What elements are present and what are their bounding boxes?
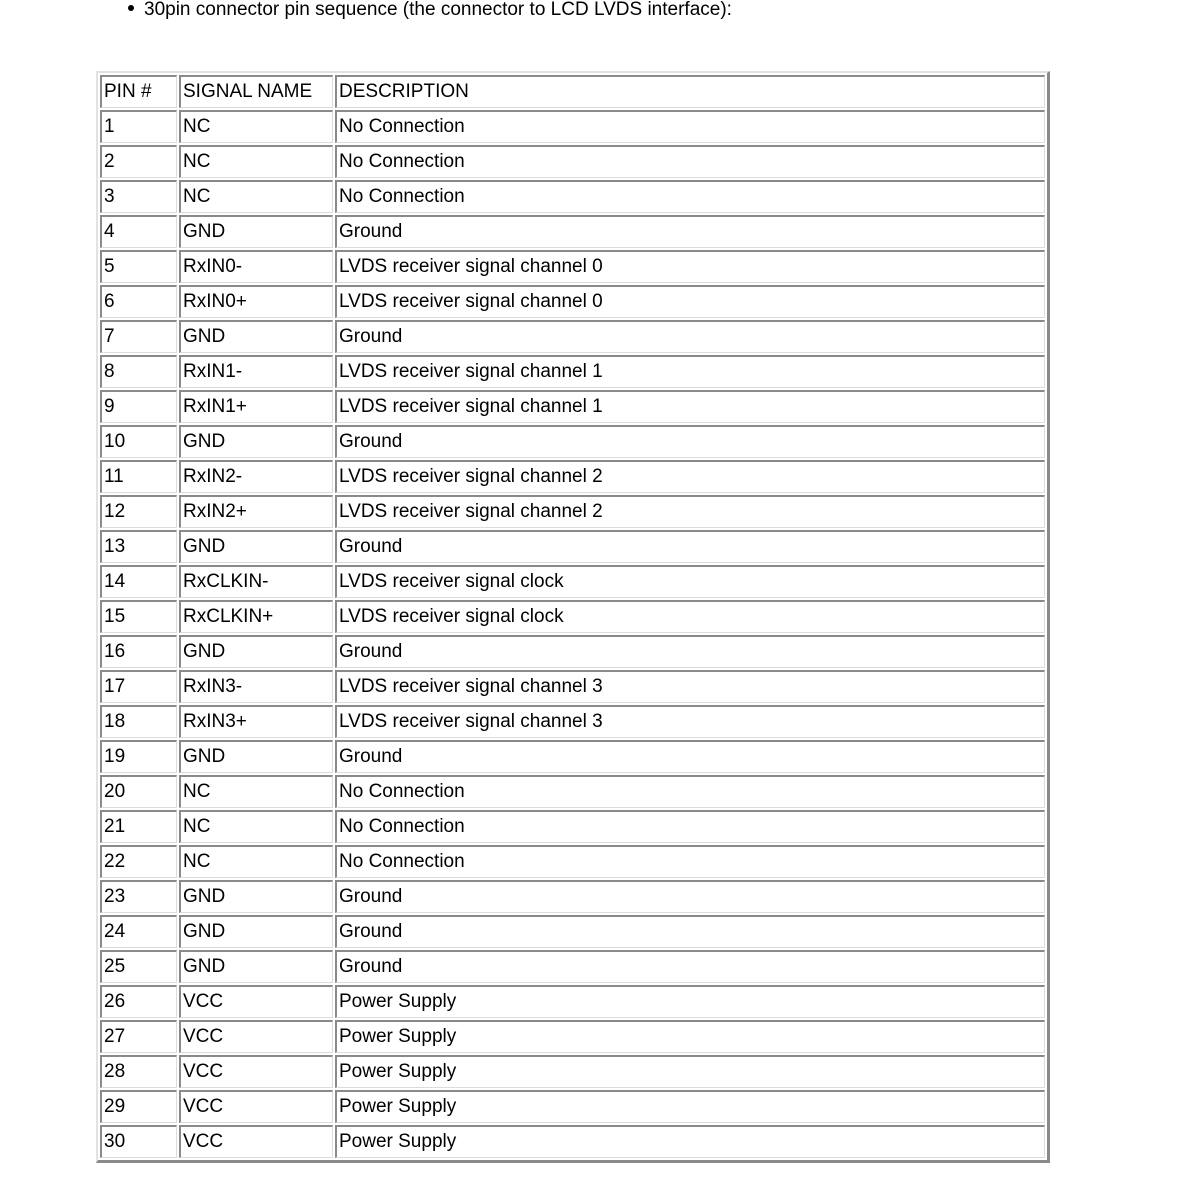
signal-name-cell: RxIN3-: [179, 670, 333, 703]
table-row: [100, 460, 1045, 493]
signal-name-cell: NC: [179, 845, 333, 878]
signal-name-cell: GND: [179, 425, 333, 458]
pin-number-cell: 1: [100, 110, 177, 143]
description-cell: LVDS receiver signal channel 3: [335, 705, 1045, 738]
signal-name-cell: NC: [179, 810, 333, 843]
table-row: [100, 355, 1045, 388]
description-cell: Power Supply: [335, 1125, 1045, 1158]
table-row: [100, 950, 1045, 983]
pin-number-cell: 21: [100, 810, 177, 843]
table-row: [100, 1090, 1045, 1123]
table-row: [100, 985, 1045, 1018]
description-cell: LVDS receiver signal channel 2: [335, 495, 1045, 528]
description-cell: LVDS receiver signal clock: [335, 600, 1045, 633]
signal-name-cell: RxCLKIN+: [179, 600, 333, 633]
pin-number-cell: 22: [100, 845, 177, 878]
signal-name-cell: RxIN0+: [179, 285, 333, 318]
description-cell: LVDS receiver signal channel 3: [335, 670, 1045, 703]
header-description: DESCRIPTION: [335, 75, 1045, 108]
signal-name-cell: VCC: [179, 1090, 333, 1123]
signal-name-cell: VCC: [179, 1055, 333, 1088]
description-cell: LVDS receiver signal channel 1: [335, 390, 1045, 423]
pin-number-cell: 16: [100, 635, 177, 668]
signal-name-cell: RxIN1+: [179, 390, 333, 423]
pin-number-cell: 2: [100, 145, 177, 178]
table-row: [100, 110, 1045, 143]
table-row: [100, 600, 1045, 633]
intro-bullet: [128, 0, 732, 22]
description-cell: No Connection: [335, 810, 1045, 843]
table-row: [100, 705, 1045, 738]
description-cell: Ground: [335, 740, 1045, 773]
pin-number-cell: 9: [100, 390, 177, 423]
table-row: [100, 775, 1045, 808]
signal-name-cell: GND: [179, 740, 333, 773]
table-row: [100, 635, 1045, 668]
signal-name-cell: RxIN2+: [179, 495, 333, 528]
description-cell: Power Supply: [335, 1020, 1045, 1053]
pin-number-cell: 20: [100, 775, 177, 808]
pin-number-cell: 25: [100, 950, 177, 983]
signal-name-cell: GND: [179, 320, 333, 353]
description-cell: No Connection: [335, 180, 1045, 213]
description-cell: Ground: [335, 915, 1045, 948]
bullet-icon: [128, 5, 134, 11]
signal-name-cell: VCC: [179, 1020, 333, 1053]
description-cell: Ground: [335, 425, 1045, 458]
signal-name-cell: RxIN0-: [179, 250, 333, 283]
table-row: [100, 215, 1045, 248]
pin-number-cell: 4: [100, 215, 177, 248]
signal-name-cell: GND: [179, 880, 333, 913]
pin-number-cell: 13: [100, 530, 177, 563]
table-row: [100, 1020, 1045, 1053]
pin-number-cell: 8: [100, 355, 177, 388]
description-cell: Ground: [335, 635, 1045, 668]
table-row: [100, 180, 1045, 213]
pin-number-cell: 24: [100, 915, 177, 948]
pin-number-cell: 10: [100, 425, 177, 458]
table-row: [100, 1125, 1045, 1158]
description-cell: LVDS receiver signal channel 0: [335, 285, 1045, 318]
table-row: [100, 740, 1045, 773]
table-row: [100, 320, 1045, 353]
signal-name-cell: NC: [179, 775, 333, 808]
table-row: [100, 250, 1045, 283]
pin-number-cell: 18: [100, 705, 177, 738]
table-row: [100, 880, 1045, 913]
pin-number-cell: 26: [100, 985, 177, 1018]
table-row: [100, 915, 1045, 948]
signal-name-cell: GND: [179, 215, 333, 248]
description-cell: No Connection: [335, 110, 1045, 143]
signal-name-cell: NC: [179, 145, 333, 178]
intro-text: 30pin connector pin sequence (the connector to LCD LVDS interface):: [144, 0, 732, 20]
description-cell: LVDS receiver signal channel 1: [335, 355, 1045, 388]
pin-number-cell: 19: [100, 740, 177, 773]
description-cell: Ground: [335, 320, 1045, 353]
description-cell: Ground: [335, 950, 1045, 983]
signal-name-cell: GND: [179, 915, 333, 948]
pin-number-cell: 14: [100, 565, 177, 598]
table-row: [100, 810, 1045, 843]
table-row: [100, 845, 1045, 878]
table-row: [100, 390, 1045, 423]
header-signal-name: SIGNAL NAME: [179, 75, 333, 108]
table-row: [100, 425, 1045, 458]
pin-number-cell: 17: [100, 670, 177, 703]
table-row: [100, 495, 1045, 528]
description-cell: LVDS receiver signal clock: [335, 565, 1045, 598]
signal-name-cell: GND: [179, 635, 333, 668]
pin-number-cell: 6: [100, 285, 177, 318]
description-cell: No Connection: [335, 845, 1045, 878]
description-cell: Ground: [335, 530, 1045, 563]
table-row: [100, 670, 1045, 703]
signal-name-cell: RxCLKIN-: [179, 565, 333, 598]
description-cell: Power Supply: [335, 1090, 1045, 1123]
description-cell: No Connection: [335, 145, 1045, 178]
signal-name-cell: GND: [179, 530, 333, 563]
table-row: [100, 285, 1045, 318]
description-cell: Power Supply: [335, 985, 1045, 1018]
pin-number-cell: 27: [100, 1020, 177, 1053]
pin-number-cell: 15: [100, 600, 177, 633]
pin-number-cell: 3: [100, 180, 177, 213]
signal-name-cell: RxIN2-: [179, 460, 333, 493]
pin-sequence-table: [96, 71, 1050, 1163]
signal-name-cell: GND: [179, 950, 333, 983]
signal-name-cell: NC: [179, 180, 333, 213]
signal-name-cell: RxIN1-: [179, 355, 333, 388]
description-cell: Ground: [335, 880, 1045, 913]
header-pin: PIN #: [100, 75, 177, 108]
pin-number-cell: 11: [100, 460, 177, 493]
table-header-row: [100, 75, 1045, 108]
pin-number-cell: 30: [100, 1125, 177, 1158]
pin-number-cell: 7: [100, 320, 177, 353]
pin-number-cell: 29: [100, 1090, 177, 1123]
description-cell: Ground: [335, 215, 1045, 248]
description-cell: No Connection: [335, 775, 1045, 808]
description-cell: Power Supply: [335, 1055, 1045, 1088]
table-row: [100, 530, 1045, 563]
description-cell: LVDS receiver signal channel 2: [335, 460, 1045, 493]
table-row: [100, 565, 1045, 598]
signal-name-cell: RxIN3+: [179, 705, 333, 738]
signal-name-cell: VCC: [179, 1125, 333, 1158]
pin-number-cell: 23: [100, 880, 177, 913]
table-row: [100, 1055, 1045, 1088]
pin-number-cell: 12: [100, 495, 177, 528]
table-row: [100, 145, 1045, 178]
pin-number-cell: 28: [100, 1055, 177, 1088]
pin-number-cell: 5: [100, 250, 177, 283]
signal-name-cell: VCC: [179, 985, 333, 1018]
description-cell: LVDS receiver signal channel 0: [335, 250, 1045, 283]
signal-name-cell: NC: [179, 110, 333, 143]
